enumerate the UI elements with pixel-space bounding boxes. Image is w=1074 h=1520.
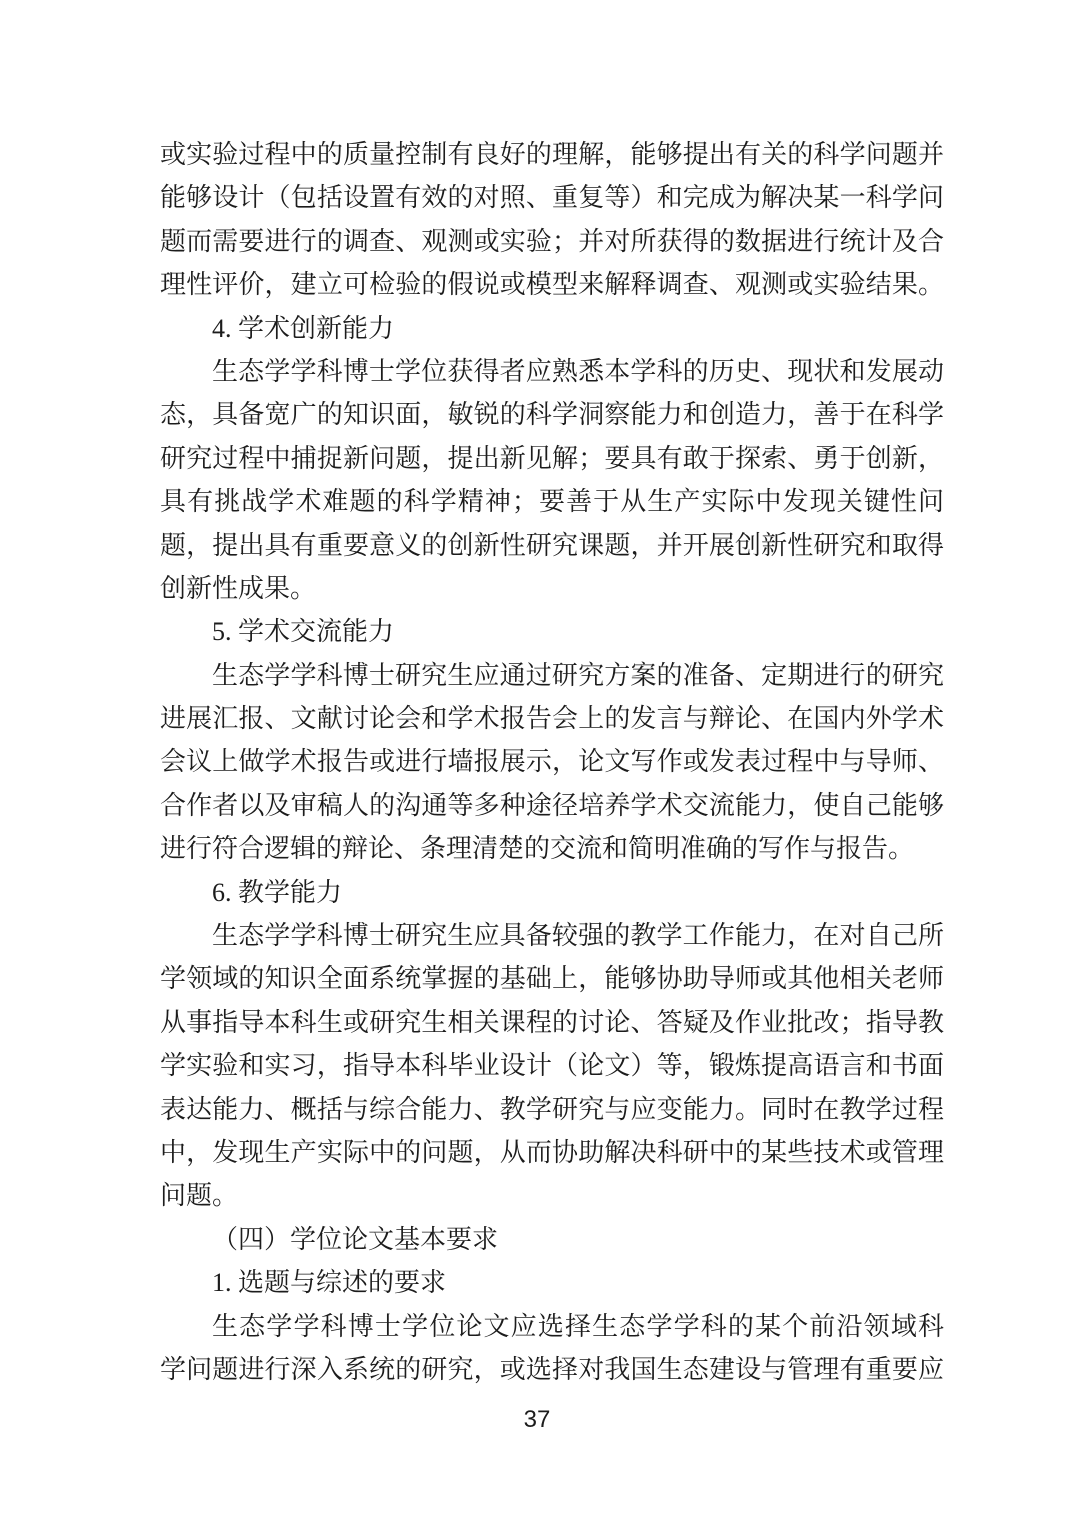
body-text-line: 表达能力、概括与综合能力、教学研究与应变能力。同时在教学过程: [160, 1094, 944, 1124]
body-text-line: 问题。: [160, 1181, 239, 1211]
body-text-line: 题而需要进行的调查、观测或实验；并对所获得的数据进行统计及合: [160, 226, 944, 256]
body-text-line: 能够设计（包括设置有效的对照、重复等）和完成为解决某一科学问: [160, 183, 944, 213]
body-text-line: 进行符合逻辑的辩论、条理清楚的交流和简明准确的写作与报告。: [160, 834, 915, 864]
heading-line: （四）学位论文基本要求: [212, 1224, 499, 1254]
body-text-line: 中，发现生产实际中的问题，从而协助解决科研中的某些技术或管理: [160, 1137, 944, 1167]
body-text-line: 创新性成果。: [160, 573, 317, 603]
text-block: [160, 133, 944, 1391]
body-text-line: 研究过程中捕捉新问题，提出新见解；要具有敢于探索、勇于创新，: [160, 443, 944, 473]
body-text-line: 合作者以及审稿人的沟通等多种途径培养学术交流能力，使自己能够: [160, 790, 944, 820]
heading-line: 1. 选题与综述的要求: [212, 1268, 447, 1298]
body-text-line: 或实验过程中的质量控制有良好的理解，能够提出有关的科学问题并: [160, 140, 944, 169]
body-text-line: 进展汇报、文献讨论会和学术报告会上的发言与辩论、在国内外学术: [160, 704, 944, 734]
heading-line: 5. 学术交流能力: [212, 617, 395, 647]
body-text-line: 题，提出具有重要意义的创新性研究课题，并开展创新性研究和取得: [160, 530, 944, 560]
heading-line: 4. 学术创新能力: [212, 313, 395, 343]
body-text-line: 会议上做学术报告或进行墙报展示，论文写作或发表过程中与导师、: [160, 747, 944, 777]
body-text-line: 学领域的知识全面系统掌握的基础上，能够协助导师或其他相关老师: [160, 964, 944, 994]
body-text-line: 生态学学科博士学位论文应选择生态学学科的某个前沿领域科: [212, 1311, 944, 1341]
body-text-line: 从事指导本科生或研究生相关课程的讨论、答疑及作业批改；指导教: [160, 1007, 944, 1037]
body-text-line: 态，具备宽广的知识面，敏锐的科学洞察能力和创造力，善于在科学: [160, 400, 944, 430]
body-text-line: 生态学学科博士学位获得者应熟悉本学科的历史、现状和发展动: [212, 356, 944, 386]
body-text-line: 生态学学科博士研究生应通过研究方案的准备、定期进行的研究: [212, 660, 944, 690]
page-number: 37: [523, 1406, 551, 1433]
heading-line: 6. 教学能力: [212, 877, 343, 907]
body-text-line: 具有挑战学术难题的科学精神；要善于从生产实际中发现关键性问: [160, 487, 944, 517]
body-text-line: 学问题进行深入系统的研究，或选择对我国生态建设与管理有重要应: [160, 1354, 944, 1384]
body-text-line: 学实验和实习，指导本科毕业设计（论文）等，锻炼提高语言和书面: [160, 1051, 944, 1081]
body-text-line: 生态学学科博士研究生应具备较强的教学工作能力，在对自己所: [212, 921, 944, 951]
body-text-line: 理性评价，建立可检验的假说或模型来解释调查、观测或实验结果。: [160, 270, 944, 300]
